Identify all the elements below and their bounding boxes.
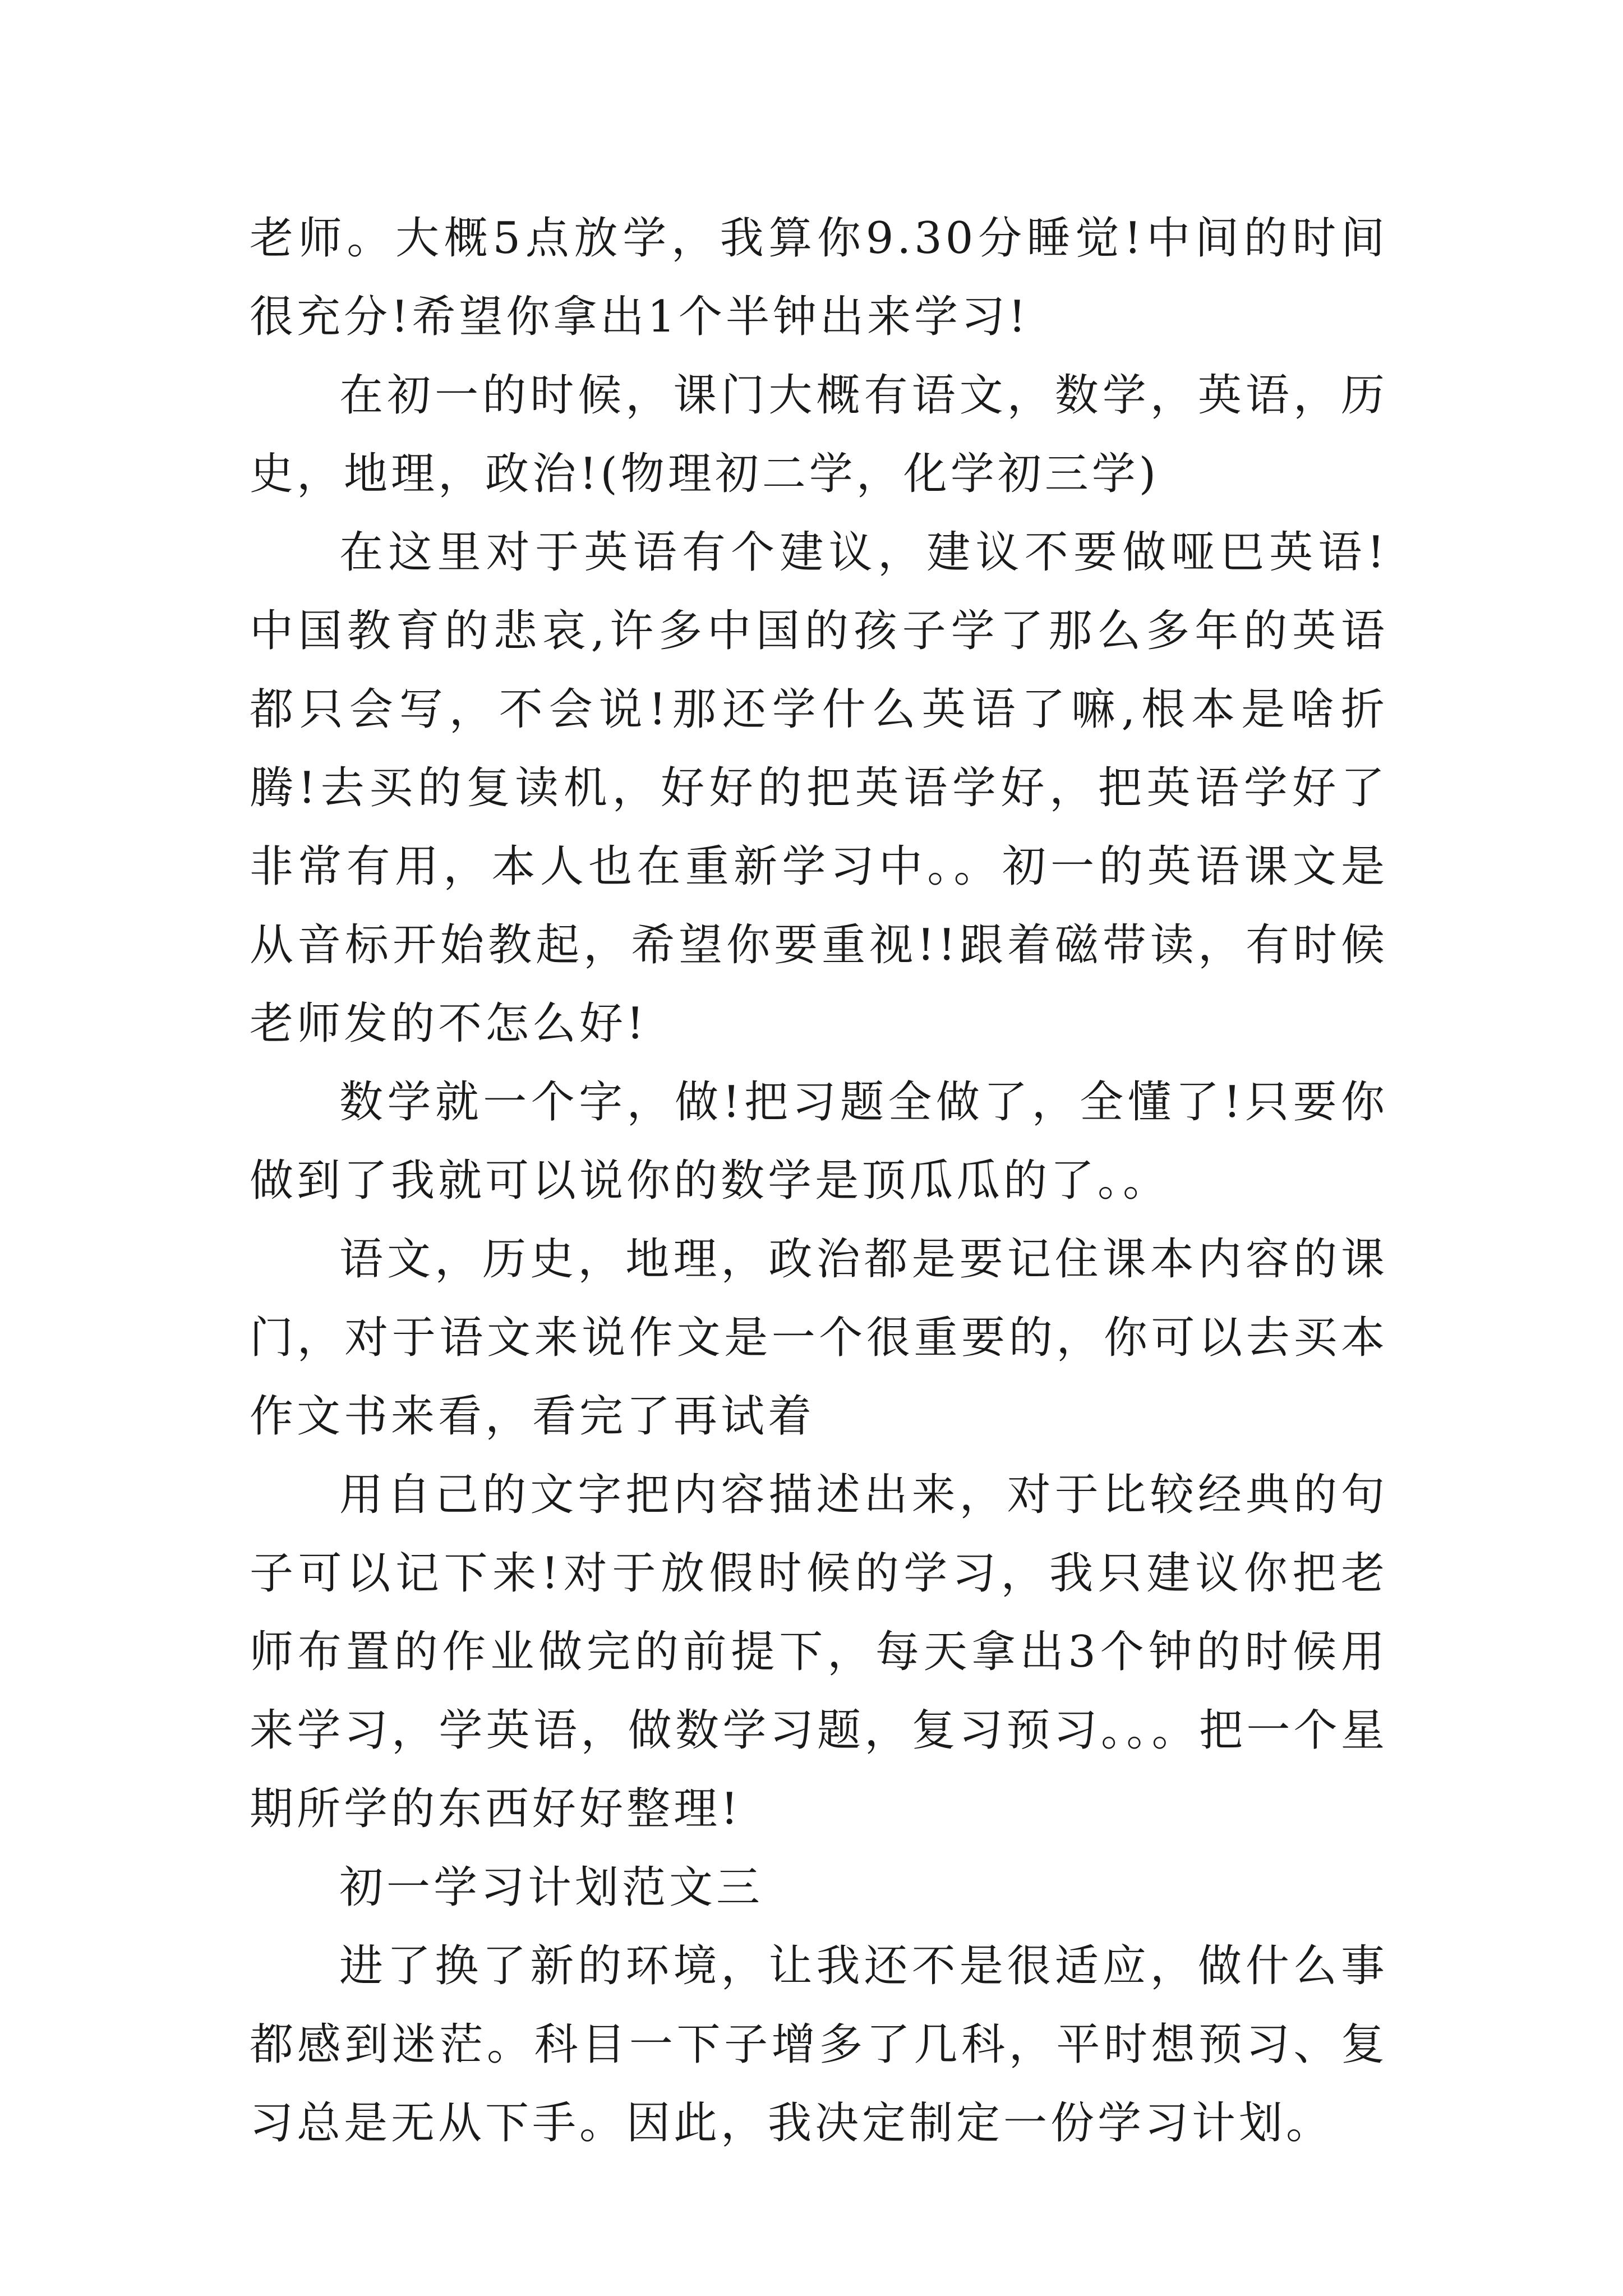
paragraph-5: 语文，历史，地理，政治都是要记住课本内容的课门，对于语文来说作文是一个很重要的，你可以去买本作文书来看，看完了再试着 bbox=[250, 1234, 1388, 1442]
section-heading: 初一学习计划范文三 bbox=[339, 1862, 764, 1913]
paragraph-1: 老师。大概5点放学，我算你9.30分睡觉!中间的时间很充分!希望你拿出1个半钟出来学习! bbox=[250, 213, 1388, 342]
paragraph-closing: 进了换了新的环境，让我还不是很适应，做什么事都感到迷茫。科目一下子增多了几科，平时想预习、复习总是无从下手。因此，我决定制定一份学习计划。 bbox=[250, 1941, 1388, 2148]
paragraph-4: 数学就一个字，做!把习题全做了，全懂了!只要你做到了我就可以说你的数学是顶瓜瓜的了。。 bbox=[250, 1077, 1388, 1206]
paragraph-3: 在这里对于英语有个建议，建议不要做哑巴英语!中国教育的悲哀,许多中国的孩子学了那么多年的英语都只会写，不会说!那还学什么英语了嘛,根本是啥折腾!去买的复读机，好好的把英语学好，把英语学好了非常有用，本人也在重新学习中。。初一的英语课文是从音标开始教起，希望你要重视!!跟着磁带读，有时候老师发的不怎么好! bbox=[250, 527, 1388, 1049]
paragraph-6: 用自己的文字把内容描述出来，对于比较经典的句子可以记下来!对于放假时候的学习，我只建议你把老师布置的作业做完的前提下，每天拿出3个钟的时候用来学习，学英语，做数学习题，复习预习。。。把一个星期所学的东西好好整理! bbox=[250, 1470, 1388, 1834]
document-body bbox=[250, 199, 1388, 2162]
paragraph-2: 在初一的时候，课门大概有语文，数学，英语，历史，地理，政治!(物理初二学，化学初三学) bbox=[250, 370, 1388, 499]
